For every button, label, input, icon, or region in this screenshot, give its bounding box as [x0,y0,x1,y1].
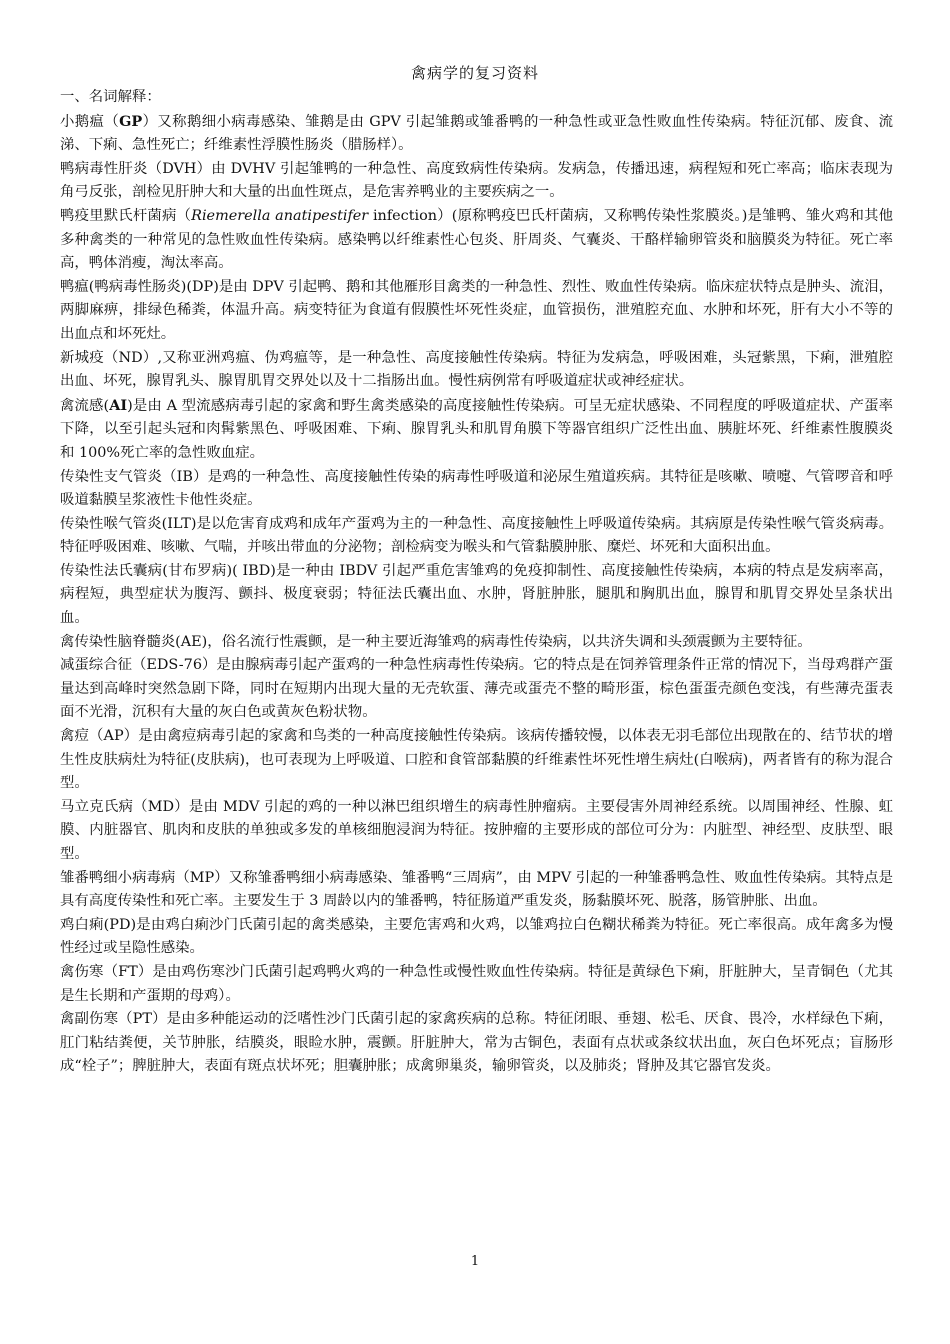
entry-eds76: 减蛋综合征（EDS-76）是由腺病毒引起产蛋鸡的一种急性病毒性传染病。它的特点是在饲养管理条件正常的情况下，当母鸡群产蛋量达到高峰时突然急剧下降，同时在短期内出现大量的无壳软蛋、薄壳或蛋壳不整的畸形蛋，棕色蛋蛋壳颜色变浅，有些薄壳蛋表面不光滑，沉积有大量的灰白色或黄灰色粉状物。 [60,657,893,721]
section-heading: 一、名词解释： [60,89,161,105]
entry-md: 马立克氏病（MD）是由 MDV 引起的鸡的一种以淋巴组织增生的病毒性肿瘤病。主要侵害外周神经系统。以周围神经、性腺、虹膜、内脏器官、肌肉和皮肤的单独或多发的单核细胞浸润为特征。按肿瘤的主要形成的部位可分为：内脏型、神经型、皮肤型、眼型。 [60,798,893,862]
entry-dvh: 鸭病毒性肝炎（DVH）由 DVHV 引起雏鸭的一种急性、高度致病性传染病。发病急，传播迅速，病程短和死亡率高；临床表现为角弓反张，剖检见肝肿大和大量的出血性斑点，是危害养鸭业的主要疾病之一。 [60,160,893,201]
entry-ap: 禽痘（AP）是由禽痘病毒引起的家禽和鸟类的一种高度接触性传染病。该病传播较慢，以体表无羽毛部位出现散在的、结节状的增生性皮肤病灶为特征(皮肤病)，也可表现为上呼吸道、口腔和食管部黏膜的纤维素性坏死性增生病灶(白喉病)，两者皆有的称为混合型。 [60,728,893,792]
entry-ae: 禽传染性脑脊髓炎(AE)，俗名流行性震颤，是一种主要近海雏鸡的病毒性传染病，以共济失调和头颈震颤为主要特征。 [60,633,812,650]
document-title: 禽病学的复习资料 [410,64,539,82]
entry-nd: 新城疫（ND）,又称亚洲鸡瘟、伪鸡瘟等，是一种急性、高度接触性传染病。特征为发病急，呼吸困难，头冠紫黑，下痢，泄殖腔出血、坏死，腺胃乳头、腺胃肌胃交界处以及十二指肠出血。慢性病例常有呼吸道症状或神经症状。 [60,349,893,390]
document-body [60,86,893,1079]
page-number: 1 [470,1254,480,1269]
entry-ft: 禽伤寒（FT）是由鸡伤寒沙门氏菌引起鸡鸭火鸡的一种急性或慢性败血性传染病。特征是黄绿色下痢，肝脏肿大，呈青铜色（尤其是生长期和产蛋期的母鸡）。 [60,963,893,1004]
entry-ilt: 传染性喉气管炎(ILT)是以危害育成鸡和成年产蛋鸡为主的一种急性、高度接触性上呼吸道传染病。其病原是传染性喉气管炎病毒。特征呼吸困难、咳嗽、气喘，并咳出带血的分泌物；剖检病变为喉头和气管黏膜肿胀、糜烂、坏死和大面积出血。 [60,515,893,556]
entry-pd: 鸡白痢(PD)是由鸡白痢沙门氏菌引起的禽类感染，主要危害鸡和火鸡，以雏鸡拉白色糊状稀粪为特征。死亡率很高。成年禽多为慢性经过或呈隐性感染。 [60,916,893,957]
entry-ai: 禽流感(AI)是由 A 型流感病毒引起的家禽和野生禽类感染的高度接触性传染病。可呈无症状感染、不同程度的呼吸道症状、产蛋率下降，以至引起头冠和肉髯紫黑色、呼吸困难、下痢、腺胃乳头和肌胃角膜下等器官组织广泛性出血、胰脏坏死、纤维素性腹膜炎和 100%死亡率的急性败血症。 [60,396,893,461]
entry-mp: 雏番鸭细小病毒病（MP）又称雏番鸭细小病毒感染、雏番鸭“三周病”，由 MPV 引起的一种雏番鸭急性、败血性传染病。其特点是具有高度传染性和死亡率。主要发生于 3 周龄以内的雏番鸭，特征肠道严重发炎，肠黏膜坏死、脱落，肠管肿胀、出血。 [60,869,893,910]
entry-riemerella: 鸭疫里默氏杆菌病（Riemerella anatipestifer infection）(原称鸭疫巴氏杆菌病，又称鸭传染性浆膜炎。)是雏鸭、雏火鸡和其他多种禽类的一种常见的急性败血性传染病。感染鸭以纤维素性心包炎、肝周炎、气囊炎、干酪样输卵管炎和脑膜炎为特征。死亡率高，鸭体消瘦，淘汰率高。 [60,207,893,272]
entry-ib: 传染性支气管炎（IB）是鸡的一种急性、高度接触性传染的病毒性呼吸道和泌尿生殖道疾病。其特征是咳嗽、喷嚏、气管啰音和呼吸道黏膜呈浆液性卡他性炎症。 [60,468,893,509]
entry-gp: 小鹅瘟（GP）又称鹅细小病毒感染、雏鹅是由 GPV 引起雏鹅或雏番鸭的一种急性或亚急性败血性传染病。特征沉郁、废食、流涕、下痢、急性死亡；纤维素性浮膜性肠炎（腊肠样）。 [60,112,893,154]
entry-pt: 禽副伤寒（PT）是由多种能运动的泛嗜性沙门氏菌引起的家禽疾病的总称。特征闭眼、垂翅、松毛、厌食、畏冷，水样绿色下痢，肛门粘结粪便，关节肿胀，结膜炎，眼睑水肿，震颤。肝脏肿大，常为古铜色，表面有点状或条纹状出血，灰白色坏死点；盲肠形成“栓子”；脾脏肿大，表面有斑点状坏死；胆囊肿胀；成禽卵巢炎，输卵管炎，以及肺炎；肾肿及其它器官发炎。 [60,1011,893,1075]
entry-dp: 鸭瘟(鸭病毒性肠炎)(DP)是由 DPV 引起鸭、鹅和其他雁形目禽类的一种急性、烈性、败血性传染病。临床症状特点是肿头、流泪，两脚麻痹，排绿色稀粪，体温升高。病变特征为食道有假膜性坏死性炎症，血管损伤，泄殖腔充血、水肿和坏死，肝有大小不等的出血点和坏死灶。 [60,278,893,342]
entry-ibd: 传染性法氏囊病(甘布罗病)( IBD)是一种由 IBDV 引起严重危害雏鸡的免疫抑制性、高度接触性传染病，本病的特点是发病率高，病程短，典型症状为腹泻、颤抖、极度衰弱；特征法氏囊出血、水肿，肾脏肿胀，腿肌和胸肌出血，腺胃和肌胃交界处呈条状出血。 [60,562,893,627]
